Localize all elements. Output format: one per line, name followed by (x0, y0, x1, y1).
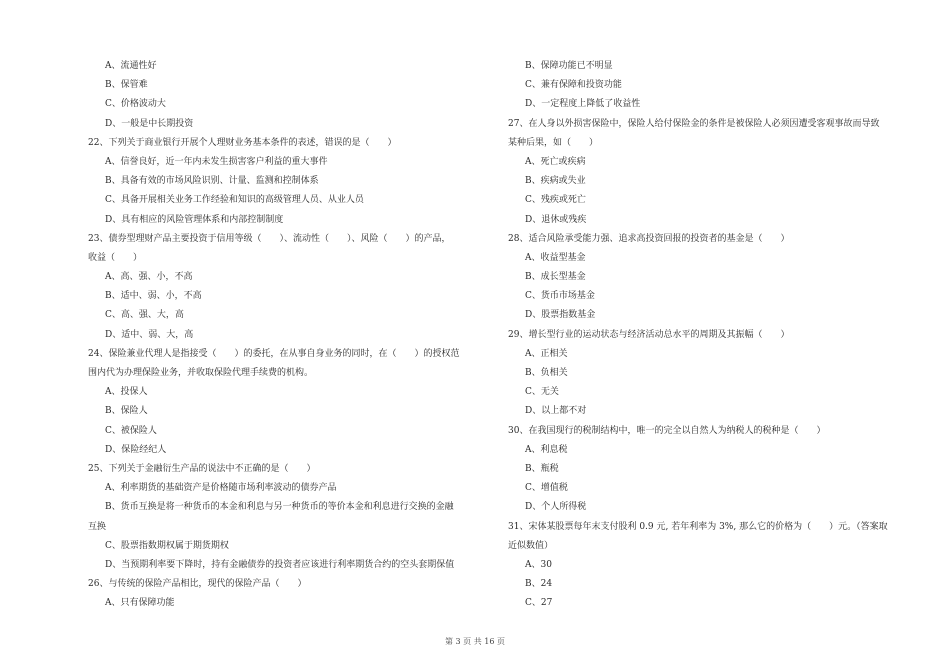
answer-option: A、收益型基金 (525, 252, 586, 263)
page-footer: 第 3 页 共 16 页 (445, 637, 505, 646)
answer-option: D、一般是中长期投资 (105, 118, 194, 129)
answer-option: C、增值税 (525, 483, 568, 494)
answer-option: B、适中、弱、小，不高 (105, 291, 202, 302)
answer-option: D、退休或残疾 (525, 214, 587, 225)
answer-option: B、保险人 (105, 406, 148, 417)
answer-option: D、以上都不对 (525, 406, 587, 417)
answer-option: C、被保险人 (105, 425, 157, 436)
answer-option: C、高、强、大，高 (105, 310, 184, 321)
question-text: 24、保险兼业代理人是指接受（ ）的委托，在从事自身业务的同时，在（ ）的授权范 (88, 348, 460, 359)
answer-option: C、具备开展相关业务工作经验和知识的高级管理人员、从业人员 (105, 195, 364, 206)
answer-option: D、当预期利率要下降时，持有金融债券的投资者应该进行利率期货合约的空头套期保值 (105, 559, 455, 570)
answer-option: D、具有相应的风险管理体系和内部控制制度 (105, 214, 284, 225)
question-text: 29、增长型行业的运动状态与经济活动总水平的周期及其振幅（ ） (508, 329, 790, 340)
question-text: 25、下列关于金融衍生产品的说法中不正确的是（ ） (88, 463, 316, 474)
answer-option: C、无关 (525, 387, 559, 398)
question-text: 31、宋体某股票每年末支付股利 0.9 元, 若年利率为 3%, 那么它的价格为（ ）元。（答案取 (508, 521, 888, 532)
question-text: 30、在我国现行的税制结构中，唯一的完全以自然人为纳税人的税种是（ ） (508, 425, 826, 436)
answer-option: A、利息税 (525, 444, 568, 455)
answer-option: A、投保人 (105, 387, 148, 398)
answer-option: D、一定程度上降低了收益性 (525, 99, 641, 110)
answer-option: B、瓶税 (525, 463, 559, 474)
question-text: 26、与传统的保险产品相比，现代的保险产品（ ） (88, 579, 307, 590)
question-text: 某种后果，如（ ） (508, 137, 599, 148)
answer-option: A、30 (525, 559, 552, 570)
answer-option: A、利率期货的基础资产是价格随市场利率波动的债券产品 (105, 483, 337, 494)
question-text: 27、在人身以外损害保险中，保险人给付保险金的条件是被保险人必须因遭受客观事故而导致 (508, 118, 880, 129)
question-text: 23、债券型理财产品主要投资于信用等级（ ）、流动性（ ）、风险（ ）的产品， (88, 233, 451, 244)
answer-option: A、正相关 (525, 348, 568, 359)
question-text: 互换 (88, 521, 107, 532)
answer-option: A、信誉良好，近一年内未发生损害客户利益的重大事件 (105, 156, 328, 167)
right-column (508, 57, 948, 613)
answer-option: B、保管难 (105, 80, 148, 91)
answer-option: B、成长型基金 (525, 272, 586, 283)
answer-option: B、疾病或失业 (525, 176, 586, 187)
answer-option: D、适中、弱、大，高 (105, 329, 194, 340)
answer-option: D、保险经纪人 (105, 444, 167, 455)
answer-option: C、27 (525, 598, 553, 609)
answer-option: C、兼有保障和投资功能 (525, 80, 622, 91)
answer-option: B、保障功能已不明显 (525, 61, 613, 71)
answer-option: C、残疾或死亡 (525, 195, 586, 206)
answer-option: A、死亡或疾病 (525, 156, 586, 167)
left-column (88, 57, 528, 613)
answer-option: D、个人所得税 (525, 502, 587, 513)
question-text: 22、下列关于商业银行开展个人理财业务基本条件的表述，错误的是（ ） (88, 137, 397, 148)
answer-option: A、流通性好 (105, 61, 157, 71)
answer-option: B、货币互换是将一种货币的本金和利息与另一种货币的等价本金和利息进行交换的金融 (105, 502, 454, 513)
question-text: 28、适合风险承受能力强、追求高投资回报的投资者的基金是（ ） (508, 233, 790, 244)
question-text: 近似数值） (508, 540, 554, 551)
answer-option: D、股票指数基金 (525, 310, 596, 321)
question-text: 收益（ ） (88, 252, 143, 263)
answer-option: B、具备有效的市场风险识别、计量、监测和控制体系 (105, 176, 319, 187)
answer-option: B、24 (525, 579, 553, 590)
answer-option: A、只有保障功能 (105, 598, 175, 609)
answer-option: A、高、强、小，不高 (105, 272, 193, 283)
question-text: 围内代为办理保险业务，并收取保险代理手续费的机构。 (88, 368, 314, 378)
answer-option: B、负相关 (525, 368, 568, 378)
answer-option: C、股票指数期权属于期货期权 (105, 540, 229, 551)
answer-option: C、货币市场基金 (525, 291, 595, 302)
answer-option: C、价格波动大 (105, 99, 166, 110)
